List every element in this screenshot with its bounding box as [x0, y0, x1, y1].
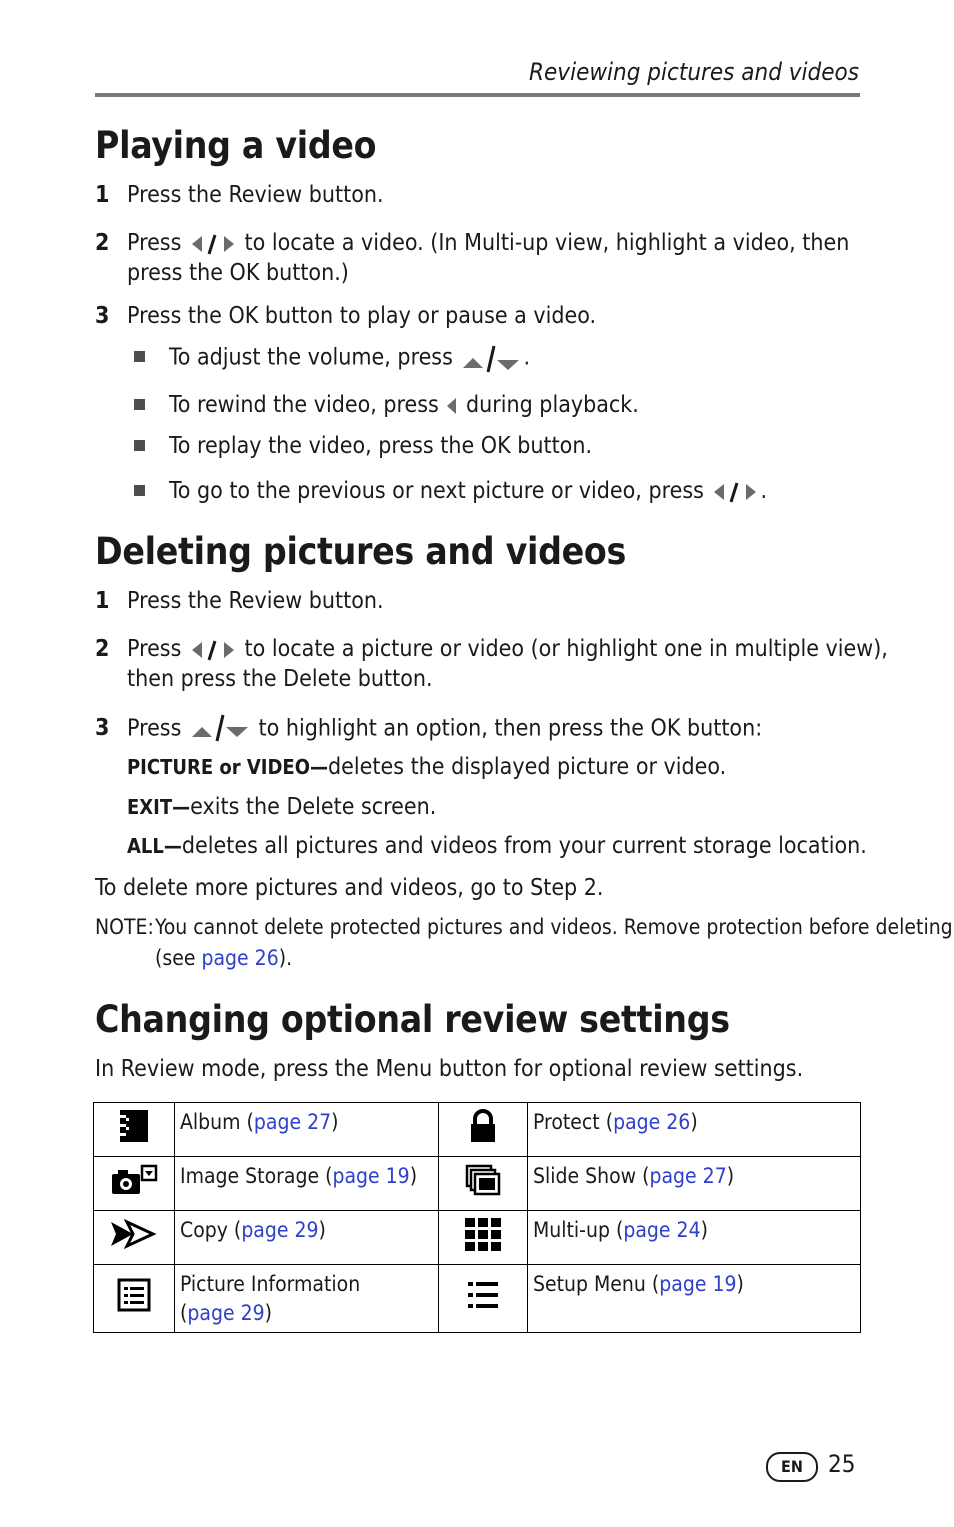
step-number: 3	[95, 303, 110, 329]
step-number: 2	[95, 636, 110, 662]
paragraph: In Review mode, press the Menu button for optional review settings.	[95, 1056, 804, 1082]
delete-option: EXIT—exits the Delete screen.	[127, 794, 437, 820]
page-link[interactable]: page 27	[649, 1164, 727, 1188]
delete-option: ALL—deletes all pictures and videos from your current storage location.	[127, 833, 867, 859]
copy-arrows-icon	[107, 1216, 161, 1252]
setting-cell: Slide Show (page 27)	[528, 1157, 861, 1211]
icon-cell	[439, 1211, 528, 1265]
page-link[interactable]: page 27	[253, 1110, 332, 1134]
multi-up-grid-icon	[464, 1217, 502, 1251]
up-down-arrows-icon	[459, 342, 523, 374]
page-link[interactable]: page 29	[241, 1218, 319, 1242]
table-row	[94, 1103, 861, 1157]
running-header: Reviewing pictures and videos	[529, 58, 859, 86]
step-text: Press to locate a video. (In Multi-up view, highlight a video, then press the OK button.)	[127, 230, 850, 286]
section-title-deleting: Deleting pictures and videos	[95, 530, 626, 573]
setting-cell: Copy (page 29)	[175, 1211, 439, 1265]
page-number: 25	[828, 1450, 856, 1478]
icon-cell	[94, 1211, 175, 1265]
step-text: Press the OK button to play or pause a video.	[127, 303, 597, 329]
icon-cell	[94, 1265, 175, 1333]
setting-cell: Picture Information (page 29)	[175, 1265, 439, 1333]
page-link[interactable]: page 19	[659, 1272, 737, 1296]
table-row	[94, 1211, 861, 1265]
bullet-text: To adjust the volume, press .	[169, 342, 530, 374]
icon-cell	[439, 1103, 528, 1157]
header-rule	[95, 93, 860, 97]
step-number: 1	[95, 588, 110, 614]
page-link[interactable]: page 26	[201, 946, 279, 970]
icon-cell	[94, 1103, 175, 1157]
page-link[interactable]: page 29	[187, 1301, 265, 1325]
left-right-arrows-icon	[188, 638, 238, 662]
album-icon	[116, 1108, 152, 1144]
step-number: 1	[95, 182, 110, 208]
paragraph: To delete more pictures and videos, go to Step 2.	[95, 875, 604, 901]
step-text: Press to locate a picture or video (or highlight one in multiple view), then press the Delete button.	[127, 636, 888, 692]
language-badge: EN	[766, 1452, 818, 1482]
note-label: NOTE:	[95, 915, 154, 939]
section-title-review-settings: Changing optional review settings	[95, 998, 730, 1041]
bullet-text: To rewind the video, press during playback.	[169, 392, 639, 418]
icon-cell	[94, 1157, 175, 1211]
bullet-text: To replay the video, press the OK button.	[169, 433, 593, 459]
setting-cell: Album (page 27)	[175, 1103, 439, 1157]
step-number: 3	[95, 715, 110, 741]
step-text: Press the Review button.	[127, 182, 384, 208]
bullet-square	[134, 440, 145, 451]
step-number: 2	[95, 230, 110, 256]
table-row	[94, 1265, 861, 1333]
setting-cell: Image Storage (page 19)	[175, 1157, 439, 1211]
step-text: Press the Review button.	[127, 588, 384, 614]
review-settings-table	[93, 1102, 861, 1333]
bullet-square	[134, 485, 145, 496]
delete-option: PICTURE or VIDEO—deletes the displayed picture or video.	[127, 754, 727, 780]
page-link[interactable]: page 24	[623, 1218, 701, 1242]
left-right-arrows-icon	[188, 232, 238, 256]
section-title-playing-video: Playing a video	[95, 124, 377, 167]
bullet-square	[134, 399, 145, 410]
icon-cell	[439, 1265, 528, 1333]
setup-menu-icon	[467, 1279, 499, 1311]
icon-cell	[439, 1157, 528, 1211]
note-text: You cannot delete protected pictures and videos. Remove protection before deleting (see page 26).	[155, 915, 953, 970]
bullet-square	[134, 351, 145, 362]
up-down-arrows-icon	[188, 713, 252, 745]
table-row	[94, 1157, 861, 1211]
setting-cell: Protect (page 26)	[528, 1103, 861, 1157]
slide-show-icon	[465, 1162, 501, 1198]
image-storage-camera-icon	[110, 1162, 158, 1198]
left-arrow-icon	[445, 394, 459, 418]
left-right-arrows-icon	[710, 480, 760, 504]
page-link[interactable]: page 19	[332, 1164, 410, 1188]
page-link[interactable]: page 26	[613, 1110, 691, 1134]
setting-cell: Setup Menu (page 19)	[528, 1265, 861, 1333]
bullet-text: To go to the previous or next picture or video, press .	[169, 478, 768, 504]
setting-cell: Multi-up (page 24)	[528, 1211, 861, 1265]
protect-lock-icon	[465, 1108, 501, 1144]
picture-information-icon	[116, 1277, 152, 1313]
step-text: Press to highlight an option, then press the OK button:	[127, 713, 762, 745]
